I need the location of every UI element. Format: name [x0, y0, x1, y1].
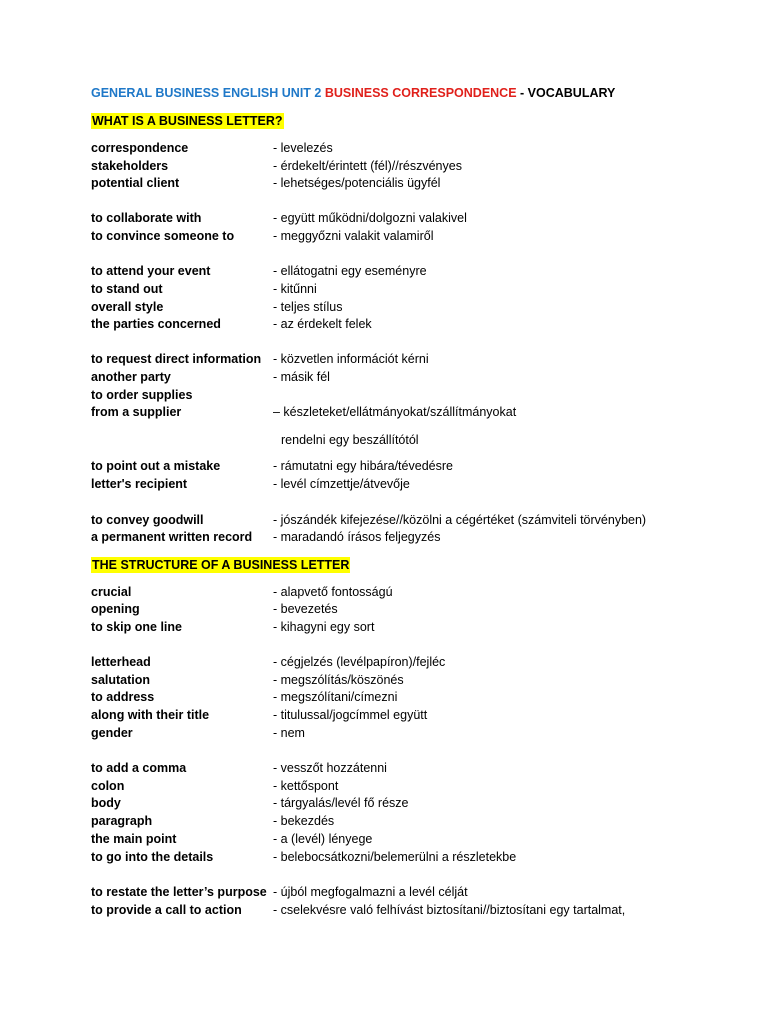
vocab-row: [91, 158, 691, 175]
vocab-term: to address: [91, 690, 155, 704]
vocab-row: [91, 369, 691, 386]
vocab-definition: - jószándék kifejezése//közölni a cégértéket (számviteli törvényben): [273, 513, 647, 527]
vocab-definition: - kihagyni egy sort: [273, 620, 375, 634]
vocab-definition: - másik fél: [273, 370, 330, 384]
vocab-definition: - cégjelzés (levélpapíron)/fejléc: [273, 655, 446, 669]
vocab-term: to go into the details: [91, 850, 214, 864]
vocab-definition: - nem: [273, 726, 305, 740]
vocab-term: from a supplier: [91, 405, 182, 419]
vocab-term: the main point: [91, 832, 177, 846]
section-heading-structure: THE STRUCTURE OF A BUSINESS LETTER: [92, 558, 350, 572]
vocab-row: [91, 210, 691, 227]
vocab-definition: – készleteket/ellátmányokat/szállítmányokat: [273, 405, 517, 419]
vocab-row: [91, 140, 691, 157]
vocab-term: potential client: [91, 176, 180, 190]
vocab-definition: - együtt működni/dolgozni valakivel: [273, 211, 467, 225]
vocab-definition: - megszólítani/címezni: [273, 690, 398, 704]
vocab-definition: - tárgyalás/levél fő része: [273, 796, 409, 810]
vocab-term: a permanent written record: [91, 530, 253, 544]
vocab-term: along with their title: [91, 708, 210, 722]
vocab-term: body: [91, 796, 121, 810]
vocab-term: correspondence: [91, 141, 189, 155]
vocab-term: to provide a call to action: [91, 903, 242, 917]
vocab-definition: - belebocsátkozni/belemerülni a részletekbe: [273, 850, 517, 864]
vocab-term: the parties concerned: [91, 317, 221, 331]
vocab-definition: - megszólítás/köszönés: [273, 673, 404, 687]
vocab-definition: - cselekvésre való felhívást biztosítani//biztosítani egy tartalmat,: [273, 903, 626, 917]
vocab-row: [91, 299, 691, 316]
vocab-definition: - teljes stílus: [273, 300, 343, 314]
vocab-term: to add a comma: [91, 761, 187, 775]
vocab-row: [91, 619, 691, 636]
vocab-term: opening: [91, 602, 140, 616]
vocab-definition: - bevezetés: [273, 602, 338, 616]
vocab-term: gender: [91, 726, 133, 740]
vocab-row: [91, 281, 691, 298]
vocab-row: [91, 263, 691, 280]
vocab-term: to convey goodwill: [91, 513, 204, 527]
vocab-term: to convince someone to: [91, 229, 235, 243]
vocab-definition: - kettőspont: [273, 779, 339, 793]
title-topic: BUSINESS CORRESPONDENCE: [324, 86, 517, 100]
vocab-term: salutation: [91, 673, 151, 687]
vocab-definition: - rámutatni egy hibára/tévedésre: [273, 459, 453, 473]
vocab-row: [91, 760, 691, 777]
vocab-row: [91, 672, 691, 689]
vocab-definition: - kitűnni: [273, 282, 317, 296]
vocab-row: [91, 831, 691, 848]
vocab-term: another party: [91, 370, 171, 384]
vocab-row: [91, 689, 691, 706]
vocab-definition: - levelezés: [273, 141, 333, 155]
vocab-row: [91, 316, 691, 333]
vocab-row: [91, 813, 691, 830]
title-vocabulary: - VOCABULARY: [520, 86, 616, 100]
vocab-row: [91, 512, 691, 529]
vocab-definition: - érdekelt/érintett (fél)//részvényes: [273, 159, 462, 173]
vocab-row: [91, 458, 691, 475]
vocab-row: [91, 387, 691, 404]
vocab-term: letterhead: [91, 655, 151, 669]
vocab-row: [91, 175, 691, 192]
vocab-row: [91, 584, 691, 601]
vocab-term: overall style: [91, 300, 164, 314]
vocab-term: to request direct information: [91, 352, 262, 366]
vocab-term: to skip one line: [91, 620, 182, 634]
vocab-term: crucial: [91, 585, 132, 599]
vocab-row: [91, 778, 691, 795]
vocab-definition: - meggyőzni valakit valamiről: [273, 229, 434, 243]
document-title: [91, 86, 615, 100]
vocab-row: [91, 351, 691, 368]
vocab-definition: - újból megfogalmazni a levél célját: [273, 885, 468, 899]
vocab-row: [91, 404, 691, 421]
vocab-term: paragraph: [91, 814, 153, 828]
vocab-definition: - az érdekelt felek: [273, 317, 372, 331]
vocab-row: [91, 654, 691, 671]
vocab-term: to attend your event: [91, 264, 211, 278]
title-course: GENERAL BUSINESS ENGLISH UNIT 2: [91, 86, 322, 100]
vocab-term: stakeholders: [91, 159, 169, 173]
vocab-term: to order supplies: [91, 388, 193, 402]
vocab-row: [91, 476, 691, 493]
vocab-row: [91, 529, 691, 546]
vocab-term: to point out a mistake: [91, 459, 221, 473]
vocab-row: [91, 601, 691, 618]
vocab-definition: - levél címzettje/átvevője: [273, 477, 410, 491]
vocab-definition: - bekezdés: [273, 814, 335, 828]
vocab-row: [91, 902, 691, 919]
vocab-definition-continuation: rendelni egy beszállítótól: [281, 433, 419, 447]
vocab-definition: - alapvető fontosságú: [273, 585, 393, 599]
section-heading-what-is: WHAT IS A BUSINESS LETTER?: [92, 114, 283, 128]
vocab-row: [91, 725, 691, 742]
vocab-row: [91, 884, 691, 901]
vocab-row: [91, 228, 691, 245]
vocab-term: colon: [91, 779, 125, 793]
vocab-term: to collaborate with: [91, 211, 202, 225]
vocab-row: [91, 795, 691, 812]
vocab-definition: - lehetséges/potenciális ügyfél: [273, 176, 441, 190]
vocab-definition: - ellátogatni egy eseményre: [273, 264, 427, 278]
vocab-definition: - a (levél) lényege: [273, 832, 373, 846]
vocab-definition: - maradandó írásos feljegyzés: [273, 530, 441, 544]
vocab-definition: - vesszőt hozzátenni: [273, 761, 387, 775]
vocab-row: [91, 849, 691, 866]
vocab-term: to stand out: [91, 282, 163, 296]
vocab-term: letter's recipient: [91, 477, 188, 491]
vocab-row: [91, 707, 691, 724]
vocab-definition: - titulussal/jogcímmel együtt: [273, 708, 428, 722]
vocab-term: to restate the letter’s purpose: [91, 885, 267, 899]
vocab-definition: - közvetlen információt kérni: [273, 352, 429, 366]
